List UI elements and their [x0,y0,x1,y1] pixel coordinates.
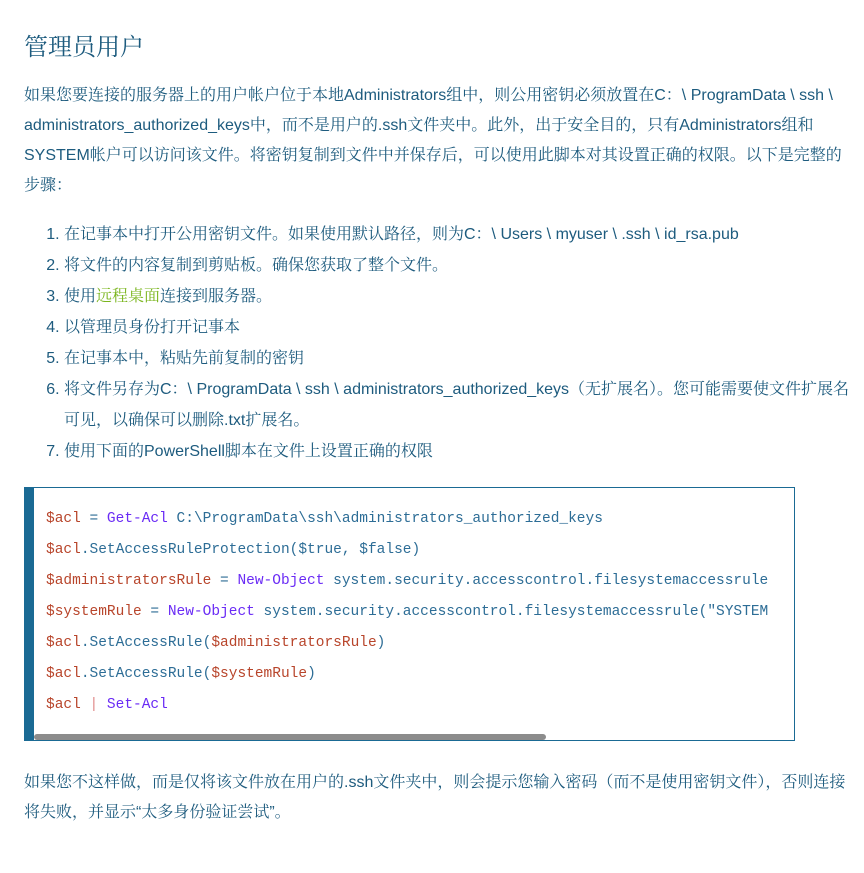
step-5: 5. 在记事本中，粘贴先前复制的密钥 [64,343,854,374]
step-2: 2. 将文件的内容复制到剪贴板。确保您获取了整个文件。 [64,250,854,281]
remote-desktop-link[interactable]: 远程桌面 [96,288,161,305]
step-1: 1. 在记事本中打开公用密钥文件。如果使用默认路径，则为C：\ Users \ myuser \ .ssh \ id_rsa.pub [64,219,854,250]
step-4: 4. 以管理员身份打开记事本 [64,312,854,343]
section-heading: 管理员用户 [24,34,144,61]
code-text: $acl = Get-Acl C:\ProgramData\ssh\administrators_authorized_keys $acl.SetAccessRuleProtection($true, $false) $administratorsRule = New-Object system.security.accesscontrol.filesystemaccessrule $systemRule = New-Object system.security.accesscontrol.filesystemaccessrule("SYSTEM $acl.SetAccessRule($administratorsRule) $acl.SetAccessRule($systemRule) $acl | Set-Acl [46,511,769,713]
article [24,0,854,828]
steps-list [24,219,854,467]
step-3: 3. 使用远程桌面连接到服务器。 [64,281,854,312]
code-block [24,487,795,741]
horizontal-scrollbar[interactable] [34,734,546,740]
step-6: 6. 将文件另存为C：\ ProgramData \ ssh \ administrators_authorized_keys（无扩展名）。您可能需要使文件扩展名可见，以确保可以删除.txt扩展名。 [64,374,854,436]
step-7: 7. 使用下面的PowerShell脚本在文件上设置正确的权限 [64,436,854,467]
intro-paragraph: 如果您要连接的服务器上的用户帐户位于本地Administrators组中，则公用密钥必须放置在C：\ ProgramData \ ssh \ administrators_authorized_keys中，而不是用户的.ssh文件夹中。此外，出于安全目的，只有Administrators组和SYSTEM帐户可以访问该文件。将密钥复制到文件中并保存后，可以使用此脚本对其设置正确的权限。以下是完整的步骤： [24,87,842,194]
outro-paragraph: 如果您不这样做，而是仅将该文件放在用户的.ssh文件夹中，则会提示您输入密码（而不是使用密钥文件），否则连接将失败，并显示“太多身份验证尝试”。 [24,774,846,821]
